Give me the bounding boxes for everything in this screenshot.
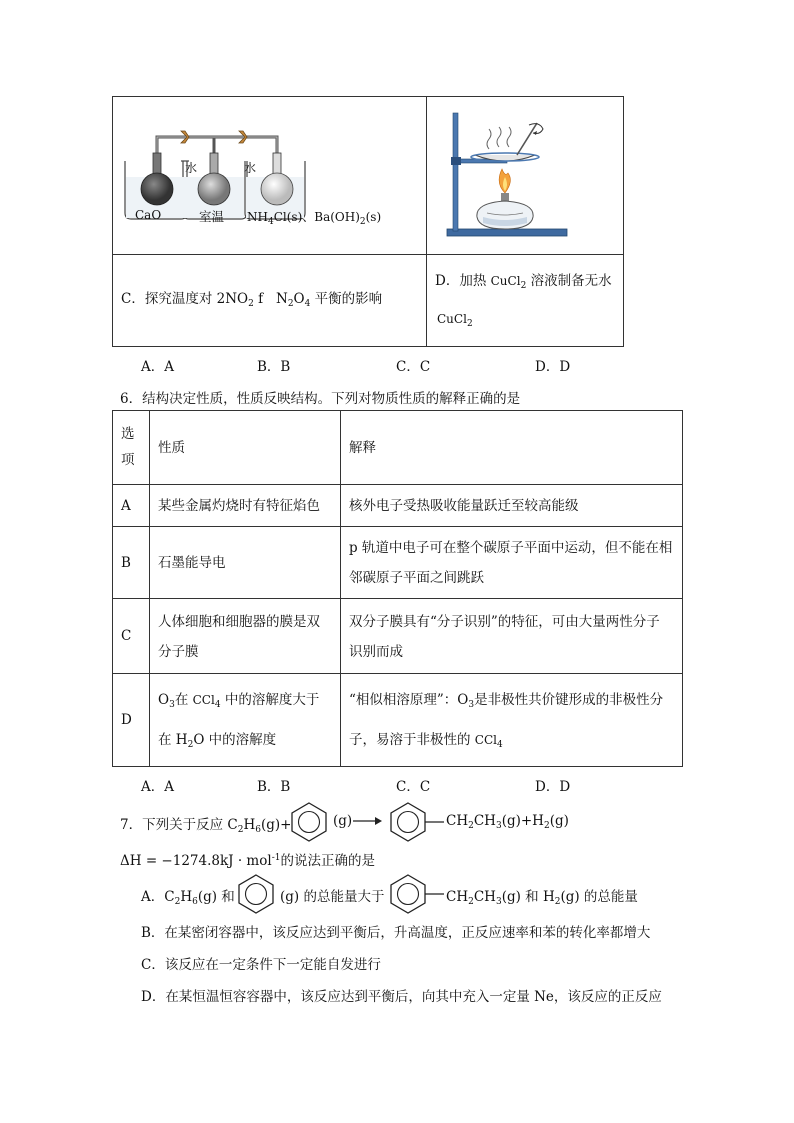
q6-option-c[interactable]: C．C xyxy=(396,779,431,795)
q6-row-d-explanation-line2: 子，易溶于非极性的 CCl$_4$ xyxy=(349,732,503,750)
benzene-ring-icon xyxy=(287,800,331,844)
q6-row-divider-3 xyxy=(113,598,682,599)
q6-option-d[interactable]: D．D xyxy=(535,779,571,795)
q7-stem-product: $CH_2CH_3(g)+H_2(g)$ xyxy=(446,813,569,831)
benzene-ring-option-a-icon xyxy=(234,872,278,916)
q5-option-a[interactable]: A．A xyxy=(141,359,174,375)
q7-option-d[interactable]: D．在某恒温恒容容器中，该反应达到平衡后，向其中充入一定量 Ne，该反应的正反应 xyxy=(141,989,662,1005)
q6-row-c-property-line1: 人体细胞和细胞器的膜是双 xyxy=(158,614,320,630)
q7-option-b[interactable]: B．在某密闭容器中，该反应达到平衡后，升高温度，正反应速率和苯的转化率都增大 xyxy=(141,925,651,941)
q6-row-c-explanation-line2: 识别而成 xyxy=(349,644,403,660)
q6-row-b-option: B xyxy=(121,555,131,571)
option-d-description-line1: D．加热 CuCl$_2$ 溶液制备无水 xyxy=(435,273,612,291)
q6-option-a[interactable]: A．A xyxy=(141,779,174,795)
q6-row-divider-1 xyxy=(113,484,682,485)
q7-option-a-right: $CH_2CH_3(g)$ 和 $H_2(g)$ 的总能量 xyxy=(446,889,638,907)
q6-stem: 6．结构决定性质，性质反映结构。下列对物质性质的解释正确的是 xyxy=(120,391,521,407)
q5-option-d[interactable]: D．D xyxy=(535,359,571,375)
q6-row-c-option: C xyxy=(121,628,132,644)
q7-stem-g: (g) xyxy=(333,813,353,829)
table-divider-horizontal xyxy=(113,254,623,255)
q6-row-a-explanation: 核外电子受热吸收能量跃迁至较高能级 xyxy=(349,498,579,514)
q6-row-b-property: 石墨能导电 xyxy=(158,555,226,571)
q6-table xyxy=(112,410,683,767)
cao-label: CaO xyxy=(135,208,162,222)
q6-header-property: 性质 xyxy=(158,440,185,456)
q5-option-b[interactable]: B．B xyxy=(257,359,291,375)
q5-option-c[interactable]: C．C xyxy=(396,359,431,375)
q6-header-explanation: 解释 xyxy=(349,440,376,456)
q6-row-d-property-line1: $O_3$在 CCl$_4$ 中的溶解度大于 xyxy=(158,692,320,710)
q6-row-d-explanation-line1: “相似相溶原理”：$O_3$是非极性共价键形成的非极性分 xyxy=(349,692,664,710)
reaction-arrow-icon xyxy=(353,815,383,827)
q7-option-a-mid: (g) 的总能量大于 xyxy=(280,889,385,905)
q6-row-b-explanation-line2: 邻碳原子平面之间跳跃 xyxy=(349,570,484,586)
water-label-2: 水 xyxy=(244,161,257,175)
q6-row-a-option: A xyxy=(121,498,131,514)
q6-row-c-explanation-line1: 双分子膜具有“分子识别”的特征，可由大量两性分子 xyxy=(349,614,660,630)
option-c-description: C．探究温度对 $2NO_2$ f $N_2O_4$ 平衡的影响 xyxy=(121,291,383,309)
nh4cl-baoh2-label: $NH_4Cl(s)$、$Ba(OH)_2(s)$ xyxy=(247,210,382,227)
room-temp-label: 室温 xyxy=(199,209,225,224)
q6-col-divider-1 xyxy=(149,411,150,766)
cucl2-evaporation-apparatus-diagram xyxy=(437,105,617,245)
q6-header-option: 选项 xyxy=(121,426,135,468)
ethylbenzene-ring-icon xyxy=(386,800,446,844)
q6-row-divider-2 xyxy=(113,526,682,527)
q7-option-c[interactable]: C．该反应在一定条件下一定能自发进行 xyxy=(141,957,381,973)
q6-row-divider-4 xyxy=(113,673,682,674)
ethylbenzene-ring-option-a-icon xyxy=(386,872,446,916)
q6-row-a-property: 某些金属灼烧时有特征焰色 xyxy=(158,498,320,514)
q6-row-c-property-line2: 分子膜 xyxy=(158,644,199,660)
q6-row-b-explanation-line1: p 轨道中电子可在整个碳原子平面中运动，但不能在相 xyxy=(349,540,673,556)
q6-col-divider-2 xyxy=(340,411,341,766)
q6-row-d-property-line2: 在 $H_2O$ 中的溶解度 xyxy=(158,732,277,750)
q7-stem-left: 7．下列关于反应 $C_2H_6(g)+$ xyxy=(120,817,292,835)
water-label-1: 水 xyxy=(185,161,198,175)
table-divider-vertical xyxy=(426,97,427,346)
q6-option-b[interactable]: B．B xyxy=(257,779,291,795)
option-d-description-line2: CuCl$_2$ xyxy=(437,312,473,329)
q7-option-a-left[interactable]: A．$C_2H_6(g)$ 和 xyxy=(141,889,235,907)
experiment-table xyxy=(112,96,624,347)
q6-row-d-option: D xyxy=(121,712,132,728)
q7-enthalpy: ΔH = −1274.8kJ · mol$^{-1}$的说法正确的是 xyxy=(120,853,375,869)
